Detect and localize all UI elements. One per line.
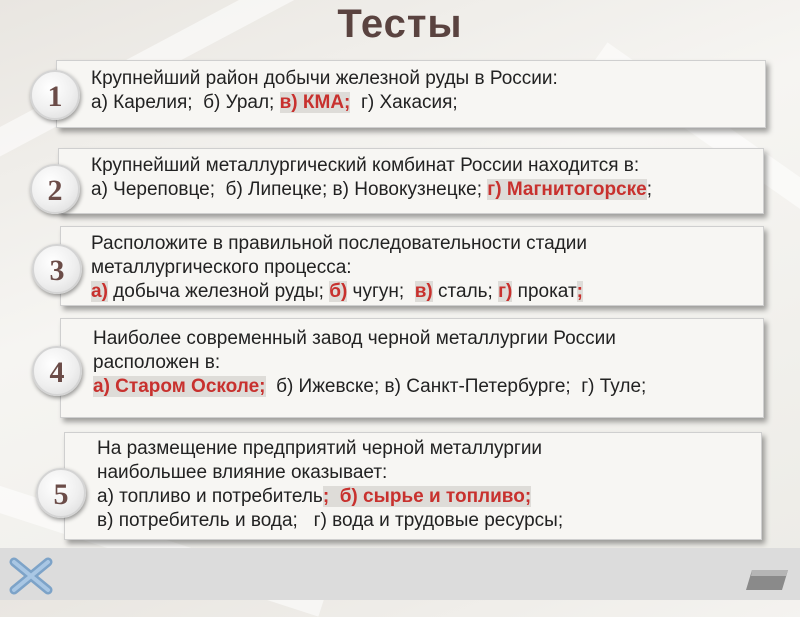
question-line [97, 509, 563, 533]
correct-answer-highlight: в) КМА; [279, 92, 351, 113]
correct-answer-highlight: в) [414, 281, 433, 302]
question-line [93, 375, 646, 399]
question-text-segment: На размещение предприятий черной металлургии [97, 438, 543, 459]
question-text-segment: наибольшее влияние оказывает: [97, 462, 388, 483]
question-line [91, 91, 558, 115]
correct-answer-highlight: г) [498, 281, 513, 302]
question-2-text [91, 154, 652, 202]
question-text-segment: Расположите в правильной последовательности стадии [91, 233, 588, 254]
question-text-segment: Наиболее современный завод черной металлургии России [93, 328, 616, 349]
question-text-segment: чугун; [347, 281, 415, 302]
correct-answer-highlight: а) Старом Осколе; [93, 376, 266, 397]
question-line [91, 154, 652, 178]
question-text-segment: добыча железной руды; [107, 281, 330, 302]
question-number-badge: 2 [30, 164, 80, 214]
question-line [91, 256, 587, 280]
bottom-bar [0, 548, 800, 600]
question-card-5 [64, 432, 762, 540]
question-card-3 [60, 226, 764, 306]
question-number-badge: 1 [30, 70, 80, 120]
correct-answer-highlight: ; б) сырье и топливо; [322, 486, 532, 507]
correct-answer-highlight: б) [329, 281, 348, 302]
page-title: Тесты [337, 2, 463, 46]
question-line [91, 67, 558, 91]
question-text-segment: в) потребитель и вода; г) вода и трудовые ресурсы; [97, 510, 564, 531]
close-icon[interactable] [8, 556, 54, 596]
question-text-segment: б) Ижевске; в) Санкт-Петербурге; г) Туле; [265, 376, 647, 397]
question-line [97, 485, 563, 509]
question-line [97, 437, 563, 461]
question-line [97, 461, 563, 485]
next-slide-icon[interactable] [742, 564, 792, 594]
question-3-text [91, 232, 587, 304]
question-4-text [93, 327, 646, 399]
question-card-4 [60, 318, 764, 418]
question-card-2 [58, 148, 764, 214]
question-number-badge: 5 [36, 468, 86, 518]
question-text-segment: прокат [512, 281, 577, 302]
correct-answer-highlight: а) [91, 281, 108, 302]
question-text-segment: а) Череповце; б) Липецке; в) Новокузнецке; [91, 179, 488, 200]
question-line [93, 327, 646, 351]
question-text-segment: а) топливо и потребитель [97, 486, 323, 507]
question-text-segment: металлургического процесса: [91, 257, 352, 278]
question-text-segment: Крупнейший район добычи железной руды в России: [91, 68, 558, 89]
question-text-segment: г) Хакасия; [350, 92, 458, 113]
question-text-segment: сталь; [432, 281, 499, 302]
question-text-segment: а) Карелия; б) Урал; [91, 92, 280, 113]
question-line [91, 232, 587, 256]
question-line [91, 178, 652, 202]
question-1-text [91, 67, 558, 115]
question-number-badge: 4 [32, 346, 82, 396]
question-card-1 [56, 60, 766, 128]
question-number-badge: 3 [32, 244, 82, 294]
correct-answer-highlight: ; [576, 281, 583, 302]
question-5-text [97, 437, 563, 533]
question-text-segment: расположен в: [93, 352, 221, 373]
question-text-segment: Крупнейший металлургический комбинат России находится в: [91, 155, 640, 176]
question-line [91, 280, 587, 304]
question-text-segment: ; [646, 179, 652, 200]
correct-answer-highlight: г) Магнитогорске [487, 179, 647, 200]
question-line [93, 351, 646, 375]
